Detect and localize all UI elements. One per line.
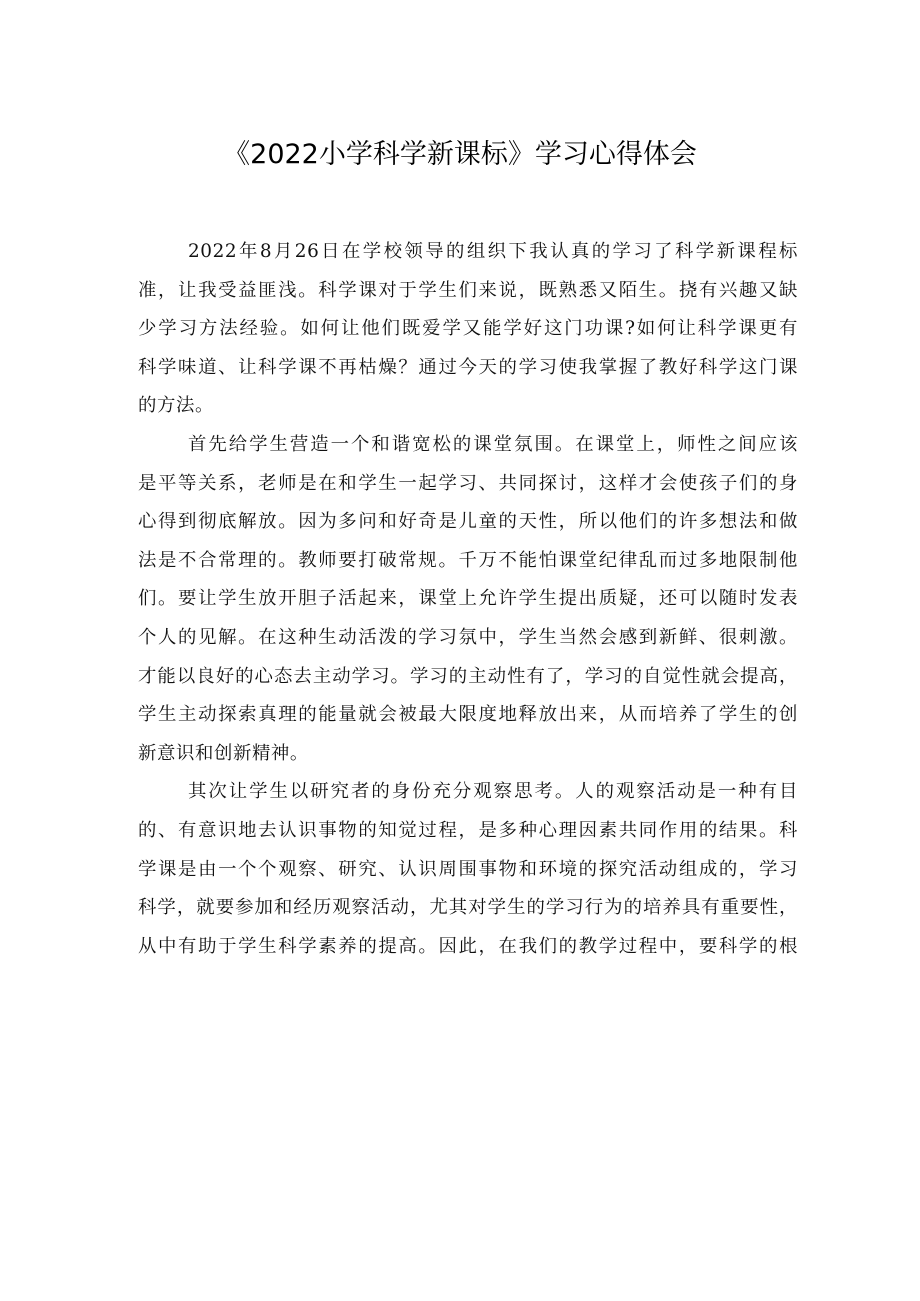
- paragraph-line: 科学，就要参加和经历观察活动，尤其对学生的学习行为的培养具有重要性，: [138, 897, 798, 919]
- paragraph-line: 2022年8月26日在学校领导的组织下我认真的学习了科学新课程标: [188, 241, 798, 262]
- paragraph-line: 法是不合常理的。教师要打破常规。千万不能怕课堂纪律乱而过多地限制他: [138, 549, 798, 571]
- paragraph-line: 新意识和创新精神。: [138, 742, 309, 764]
- paragraph-3: [138, 773, 798, 966]
- paragraph-line: 才能以良好的心态去主动学习。学习的主动性有了，学习的自觉性就会提高，: [138, 665, 798, 687]
- paragraph-line: 少学习方法经验。如何让他们既爱学又能学好这门功课?如何让科学课更有: [138, 318, 798, 340]
- paragraph-line: 学课是由一个个观察、研究、认识周围事物和环境的探究活动组成的，学习: [138, 858, 798, 880]
- paragraph-2: [138, 426, 798, 773]
- paragraph-line: 们。要让学生放开胆子活起来，课堂上允许学生提出质疑，还可以随时发表: [138, 588, 798, 610]
- paragraph-line: 心得到彻底解放。因为多问和好奇是儿童的天性，所以他们的许多想法和做: [138, 511, 798, 533]
- paragraph-line: 学生主动探索真理的能量就会被最大限度地释放出来，从而培养了学生的创: [138, 704, 798, 726]
- paragraph-line: 首先给学生营造一个和谐宽松的课堂氛围。在课堂上，师性之间应该: [188, 433, 798, 455]
- paragraph-1: [138, 233, 798, 426]
- paragraph-line: 科学味道、让科学课不再枯燥？通过今天的学习使我掌握了教好科学这门课: [138, 356, 798, 378]
- paragraph-line: 的方法。: [138, 395, 214, 417]
- paragraph-line: 准，让我受益匪浅。科学课对于学生们来说，既熟悉又陌生。挠有兴趣又缺: [138, 279, 798, 301]
- paragraph-line: 是平等关系，老师是在和学生一起学习、共同探讨，这样才会使孩子们的身: [138, 472, 798, 494]
- paragraph-line: 的、有意识地去认识事物的知觉过程，是多种心理因素共同作用的结果。科: [138, 819, 798, 841]
- document-title: 《2022小学科学新课标》学习心得体会: [223, 139, 697, 170]
- paragraph-line: 从中有助于学生科学素养的提高。因此，在我们的教学过程中，要科学的根: [138, 935, 798, 957]
- paragraph-line: 个人的见解。在这种生动活泼的学习氛中，学生当然会感到新鲜、很刺激。: [138, 626, 798, 648]
- paragraph-line: 其次让学生以研究者的身份充分观察思考。人的观察活动是一种有目: [188, 781, 798, 803]
- document-body: [138, 233, 798, 966]
